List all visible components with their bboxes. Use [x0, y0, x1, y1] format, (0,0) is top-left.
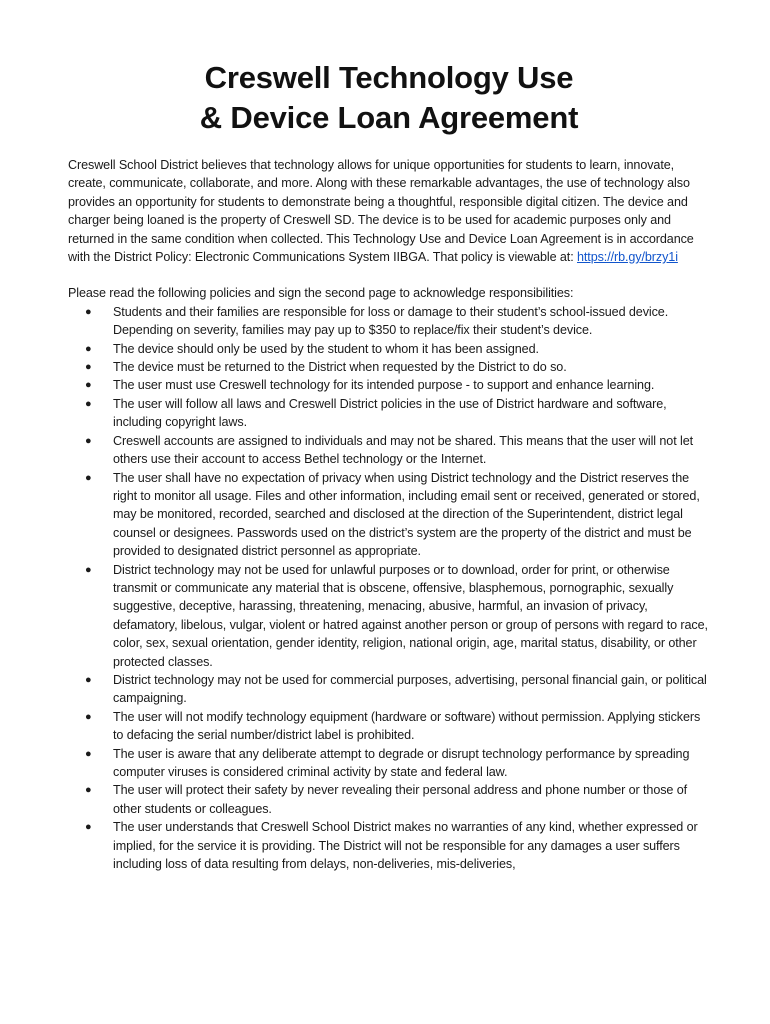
bullet-icon: ●: [85, 747, 92, 760]
policy-item: [68, 469, 710, 561]
policy-item: [68, 303, 710, 340]
policy-text: The user is aware that any deliberate attempt to degrade or disrupt technology performance by spreading computer viruses is considered criminal activity by state and federal law.: [113, 746, 690, 779]
policy-item: [68, 781, 710, 818]
bullet-icon: ●: [85, 784, 92, 797]
policy-item: [68, 432, 710, 469]
policy-item: [68, 395, 710, 432]
title-line-1: Creswell Technology Use: [204, 60, 574, 95]
policy-text: District technology may not be used for commercial purposes, advertising, personal financial gain, or political campaigning.: [113, 672, 707, 706]
policy-text: Students and their families are responsible for loss or damage to their student’s school-issued device. Depending on severity, families may pay up to $350 to replace/fix their student’s device.: [113, 304, 669, 338]
bullet-icon: ●: [85, 305, 92, 318]
bullet-icon: ●: [85, 821, 92, 834]
policy-item: [68, 671, 710, 708]
bullet-icon: ●: [85, 710, 92, 723]
bullet-icon: ●: [85, 397, 92, 410]
intro-text: Creswell School District believes that technology allows for unique opportunities for students to learn, innovate, create, communicate, collaborate, and more. Along with these remarkable advantages, the use of technology also provides an opportunity for students to demonstrate being a thoughtful, responsible digital citizen. The device and charger being loaned is the property of Creswell SD. The device is to be used for academic purposes only and returned in the same condition when collected. This Technology Use and Device Loan Agreement is in accordance with the District Policy: Electronic Communications System IIBGA. That policy is viewable at:: [68, 158, 694, 265]
policy-text: The user shall have no expectation of privacy when using District technology and the District reserves the right to monitor all usage. Files and other information, including email sent or received, generated or stored, may be monitored, recorded, searched and disclosed at the direction of the Superintendent, district legal counsel or designees. Passwords used on the district’s system are the property of the district and must be provided to designated district personnel as appropriate.: [113, 470, 700, 559]
bullet-icon: ●: [85, 342, 92, 355]
policy-item: [68, 376, 710, 394]
instructions-lead: Please read the following policies and sign the second page to acknowledge responsibilities:: [68, 286, 574, 301]
policy-text: The user must use Creswell technology for its intended purpose - to support and enhance learning.: [113, 378, 655, 393]
bullet-icon: ●: [85, 434, 92, 447]
policy-item: [68, 340, 710, 358]
policy-text: The user will protect their safety by never revealing their personal address and phone number or those of other students or colleagues.: [113, 783, 688, 816]
bullet-icon: ●: [85, 361, 92, 374]
policy-text: The user understands that Creswell School District makes no warranties of any kind, whether expressed or implied, for the service it is providing. The District will not be responsible for any damages a user suffers including loss of data resulting from delays, non-deliveries, mis-deliveries,: [113, 820, 698, 872]
policy-list: [68, 303, 710, 874]
policy-item: [68, 358, 710, 376]
bullet-icon: ●: [85, 563, 92, 576]
policy-item: [68, 561, 710, 671]
policy-text: The user will not modify technology equipment (hardware or software) without permission. Applying stickers to defacing the serial number/district label is prohibited.: [113, 709, 701, 743]
policy-text: The device must be returned to the District when requested by the District to do so.: [113, 360, 567, 375]
policy-text: The device should only be used by the student to whom it has been assigned.: [113, 341, 539, 356]
policy-item: [68, 745, 710, 782]
policy-item: [68, 708, 710, 745]
policy-text: Creswell accounts are assigned to individuals and may not be shared. This means that the user will not let others use their account to access Bethel technology or the Internet.: [113, 433, 693, 467]
bullet-icon: ●: [85, 471, 92, 484]
bullet-icon: ●: [85, 673, 92, 686]
bullet-icon: ●: [85, 379, 92, 392]
intro-paragraph: [68, 156, 710, 266]
document-title: [68, 58, 710, 138]
policy-text: The user will follow all laws and Creswell District policies in the use of District hardware and software, including copyright laws.: [113, 396, 667, 430]
policy-item: [68, 818, 710, 873]
policy-link[interactable]: https://rb.gy/brzy1i: [577, 250, 678, 265]
title-line-2: & Device Loan Agreement: [199, 100, 579, 135]
policy-text: District technology may not be used for unlawful purposes or to download, order for print, or otherwise transmit or communicate any material that is obscene, offensive, blasphemous, pornographic, sexually suggestive, deceptive, harassing, threatening, menacing, abusive, harmful, an invasion of privacy, defamatory, libelous, vulgar, violent or hatred against another person or group of persons with regard to race, color, sex, sexual orientation, gender identity, religion, national origin, age, marital status, disability, or other protected classes.: [113, 562, 708, 669]
